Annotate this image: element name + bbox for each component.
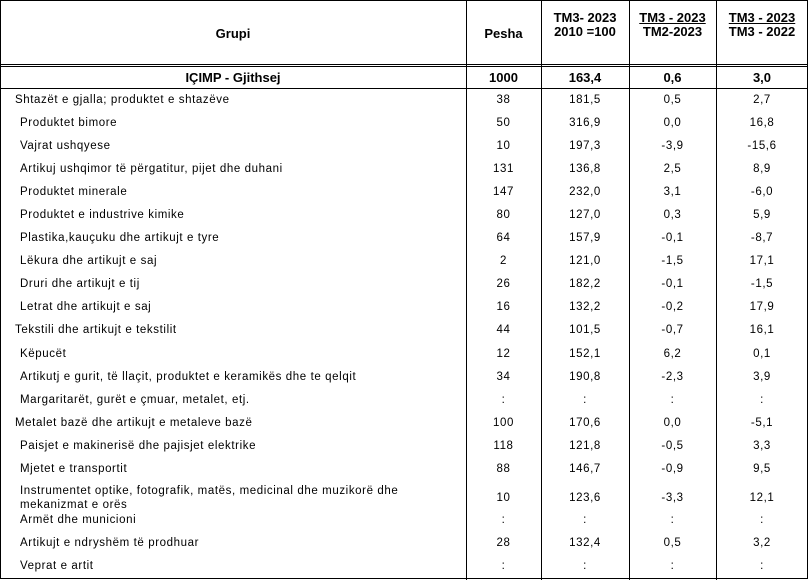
header-qoq-line2: TM2-2023 — [642, 24, 703, 39]
cell-weight: 50 — [496, 117, 511, 129]
cell-index: 121,8 — [569, 440, 601, 452]
table-row — [0, 509, 808, 532]
cell-yoy: 0,1 — [753, 348, 771, 360]
cell-yoy: 9,5 — [753, 463, 771, 475]
cell-index: 123,6 — [569, 492, 601, 504]
total-label: IÇIMP - Gjithsej — [185, 70, 281, 85]
row-label: Produktet bimore — [20, 117, 118, 129]
cell-yoy: -6,0 — [750, 186, 774, 198]
cell-qoq: : — [670, 560, 675, 572]
cell-qoq: 0,0 — [663, 117, 682, 129]
cell-yoy: 5,9 — [753, 209, 771, 221]
header-weight: Pesha — [484, 26, 523, 41]
table-row — [0, 227, 808, 250]
total-weight: 1000 — [489, 70, 518, 85]
cell-weight: : — [501, 394, 506, 406]
cell-qoq: 3,1 — [663, 186, 682, 198]
cell-qoq: : — [670, 514, 675, 526]
cell-weight: 34 — [496, 371, 511, 383]
cell-qoq: -3,9 — [661, 140, 684, 152]
table-row — [0, 296, 808, 319]
cell-weight: 80 — [496, 209, 511, 221]
cell-yoy: : — [760, 560, 764, 572]
table-row — [0, 204, 808, 227]
table-row — [0, 555, 808, 578]
row-label: Tekstili dhe artikujt e tekstilit — [15, 324, 177, 336]
row-label: Shtazët e gjalla; produktet e shtazëve — [15, 94, 230, 106]
header-group: Grupi — [215, 26, 251, 41]
header-divider — [0, 64, 808, 65]
table-row — [0, 412, 808, 435]
header-yoy-line1: TM3 - 2023 — [728, 10, 796, 25]
cell-weight: 10 — [496, 492, 511, 504]
cell-index: 146,7 — [569, 463, 601, 475]
cell-weight: 131 — [493, 163, 514, 175]
cell-weight: 10 — [496, 140, 511, 152]
cell-yoy: -8,7 — [750, 232, 774, 244]
table-row — [0, 112, 808, 135]
row-label: Mjetet e transportit — [20, 463, 128, 475]
table-row — [0, 319, 808, 342]
cell-index: 181,5 — [569, 94, 601, 106]
cell-qoq: -0,5 — [661, 440, 684, 452]
cell-yoy: 2,7 — [753, 94, 771, 106]
cell-index: 121,0 — [569, 255, 601, 267]
total-index: 163,4 — [568, 70, 602, 85]
cell-yoy: 8,9 — [753, 163, 771, 175]
cell-yoy: 3,3 — [753, 440, 771, 452]
row-label: Produktet e industrive kimike — [20, 209, 185, 221]
cell-weight: 100 — [493, 417, 514, 429]
cell-weight: 2 — [500, 255, 507, 267]
cell-qoq: 0,0 — [663, 417, 682, 429]
cell-yoy: 12,1 — [749, 492, 775, 504]
cell-qoq: 0,5 — [663, 537, 682, 549]
cell-index: 232,0 — [569, 186, 601, 198]
cell-qoq: -0,2 — [661, 301, 684, 313]
row-label: Letrat dhe artikujt e saj — [20, 301, 152, 313]
cell-weight: 28 — [496, 537, 511, 549]
table-row — [0, 273, 808, 296]
table-row — [0, 89, 808, 112]
cell-qoq: 0,3 — [663, 209, 682, 221]
cell-yoy: -5,1 — [750, 417, 774, 429]
cell-index: 127,0 — [569, 209, 601, 221]
total-yoy: 3,0 — [752, 70, 772, 85]
cell-index: : — [583, 394, 587, 406]
cell-yoy: 17,1 — [749, 255, 775, 267]
cell-weight: 44 — [496, 324, 511, 336]
cell-weight: 26 — [496, 278, 511, 290]
cell-weight: 38 — [496, 94, 511, 106]
table-row — [0, 158, 808, 181]
cell-qoq: -0,9 — [661, 463, 684, 475]
row-label: Produktet minerale — [20, 186, 128, 198]
header-qoq-line1: TM3 - 2023 — [639, 10, 706, 25]
row-label: Vajrat ushqyese — [20, 140, 111, 152]
row-label: Druri dhe artikujt e tij — [20, 278, 140, 290]
cell-qoq: -0,1 — [661, 232, 684, 244]
row-label: Paisjet e makinerisë dhe pajisjet elektrike — [20, 440, 257, 452]
row-label: Lëkura dhe artikujt e saj — [20, 255, 158, 267]
cell-qoq: -0,1 — [661, 278, 684, 290]
cell-qoq: : — [670, 394, 675, 406]
cell-weight: 12 — [496, 348, 511, 360]
table-row — [0, 250, 808, 273]
cell-index: 136,8 — [569, 163, 601, 175]
cell-yoy: 16,1 — [749, 324, 775, 336]
cell-index: 316,9 — [569, 117, 601, 129]
cell-yoy: 17,9 — [749, 301, 775, 313]
cell-index: 152,1 — [569, 348, 601, 360]
cell-index: 170,6 — [569, 417, 601, 429]
table-row — [0, 181, 808, 204]
table-row — [0, 389, 808, 412]
row-label: Instrumentet optike, fotografik, matës, medicinal dhe muzikorë dhe mekanizmat e orës — [20, 485, 399, 511]
cell-weight: 118 — [493, 440, 514, 452]
cell-yoy: 3,9 — [753, 371, 771, 383]
row-label: Veprat e artit — [20, 560, 94, 572]
cell-qoq: -1,5 — [661, 255, 684, 267]
header-yoy-line2: TM3 - 2022 — [728, 24, 796, 39]
cell-qoq: 6,2 — [663, 348, 682, 360]
cell-index: : — [583, 560, 587, 572]
table-row — [0, 532, 808, 555]
cell-weight: 64 — [496, 232, 511, 244]
cell-index: 101,5 — [569, 324, 601, 336]
header-index-line1: TM3- 2023 — [553, 10, 617, 25]
table-row — [0, 135, 808, 158]
table-row — [0, 366, 808, 389]
row-label: Metalet bazë dhe artikujt e metaleve bazë — [15, 417, 253, 429]
cell-index: 197,3 — [569, 140, 601, 152]
cell-yoy: -15,6 — [747, 140, 777, 152]
row-label: Armët dhe municioni — [20, 514, 137, 526]
total-row — [0, 66, 808, 89]
cell-index: 190,8 — [569, 371, 601, 383]
cell-qoq: -3,3 — [661, 492, 684, 504]
cell-qoq: -0,7 — [661, 324, 684, 336]
cell-qoq: 0,5 — [663, 94, 682, 106]
row-label: Këpucët — [20, 348, 67, 360]
cell-qoq: 2,5 — [663, 163, 682, 175]
total-qoq: 0,6 — [663, 70, 682, 85]
cell-index: : — [583, 514, 587, 526]
cell-yoy: : — [760, 394, 764, 406]
row-label: Artikuj ushqimor të përgatitur, pijet dhe duhani — [20, 163, 283, 175]
table-row — [0, 458, 808, 481]
cell-weight: 88 — [496, 463, 511, 475]
cell-index: 132,4 — [569, 537, 601, 549]
cell-weight: : — [501, 514, 506, 526]
cell-yoy: : — [760, 514, 764, 526]
cell-weight: 16 — [496, 301, 511, 313]
table-row — [0, 343, 808, 366]
header-index-line2: 2010 =100 — [554, 24, 616, 39]
cell-qoq: -2,3 — [661, 371, 684, 383]
row-label: Plastika,kauçuku dhe artikujt e tyre — [20, 232, 220, 244]
table-row — [0, 435, 808, 458]
cell-index: 132,2 — [569, 301, 601, 313]
cell-weight: : — [501, 560, 506, 572]
row-label: Artikutj e gurit, të llaçit, produktet e keramikës dhe te qelqit — [20, 371, 357, 383]
row-label: Artikujt e ndryshëm të prodhuar — [20, 537, 200, 549]
cell-yoy: 3,2 — [753, 537, 771, 549]
row-label: Margaritarët, gurët e çmuar, metalet, etj. — [20, 394, 250, 406]
cell-yoy: -1,5 — [750, 278, 774, 290]
cell-yoy: 16,8 — [749, 117, 775, 129]
cell-index: 157,9 — [569, 232, 601, 244]
cell-weight: 147 — [493, 186, 514, 198]
cell-index: 182,2 — [569, 278, 601, 290]
